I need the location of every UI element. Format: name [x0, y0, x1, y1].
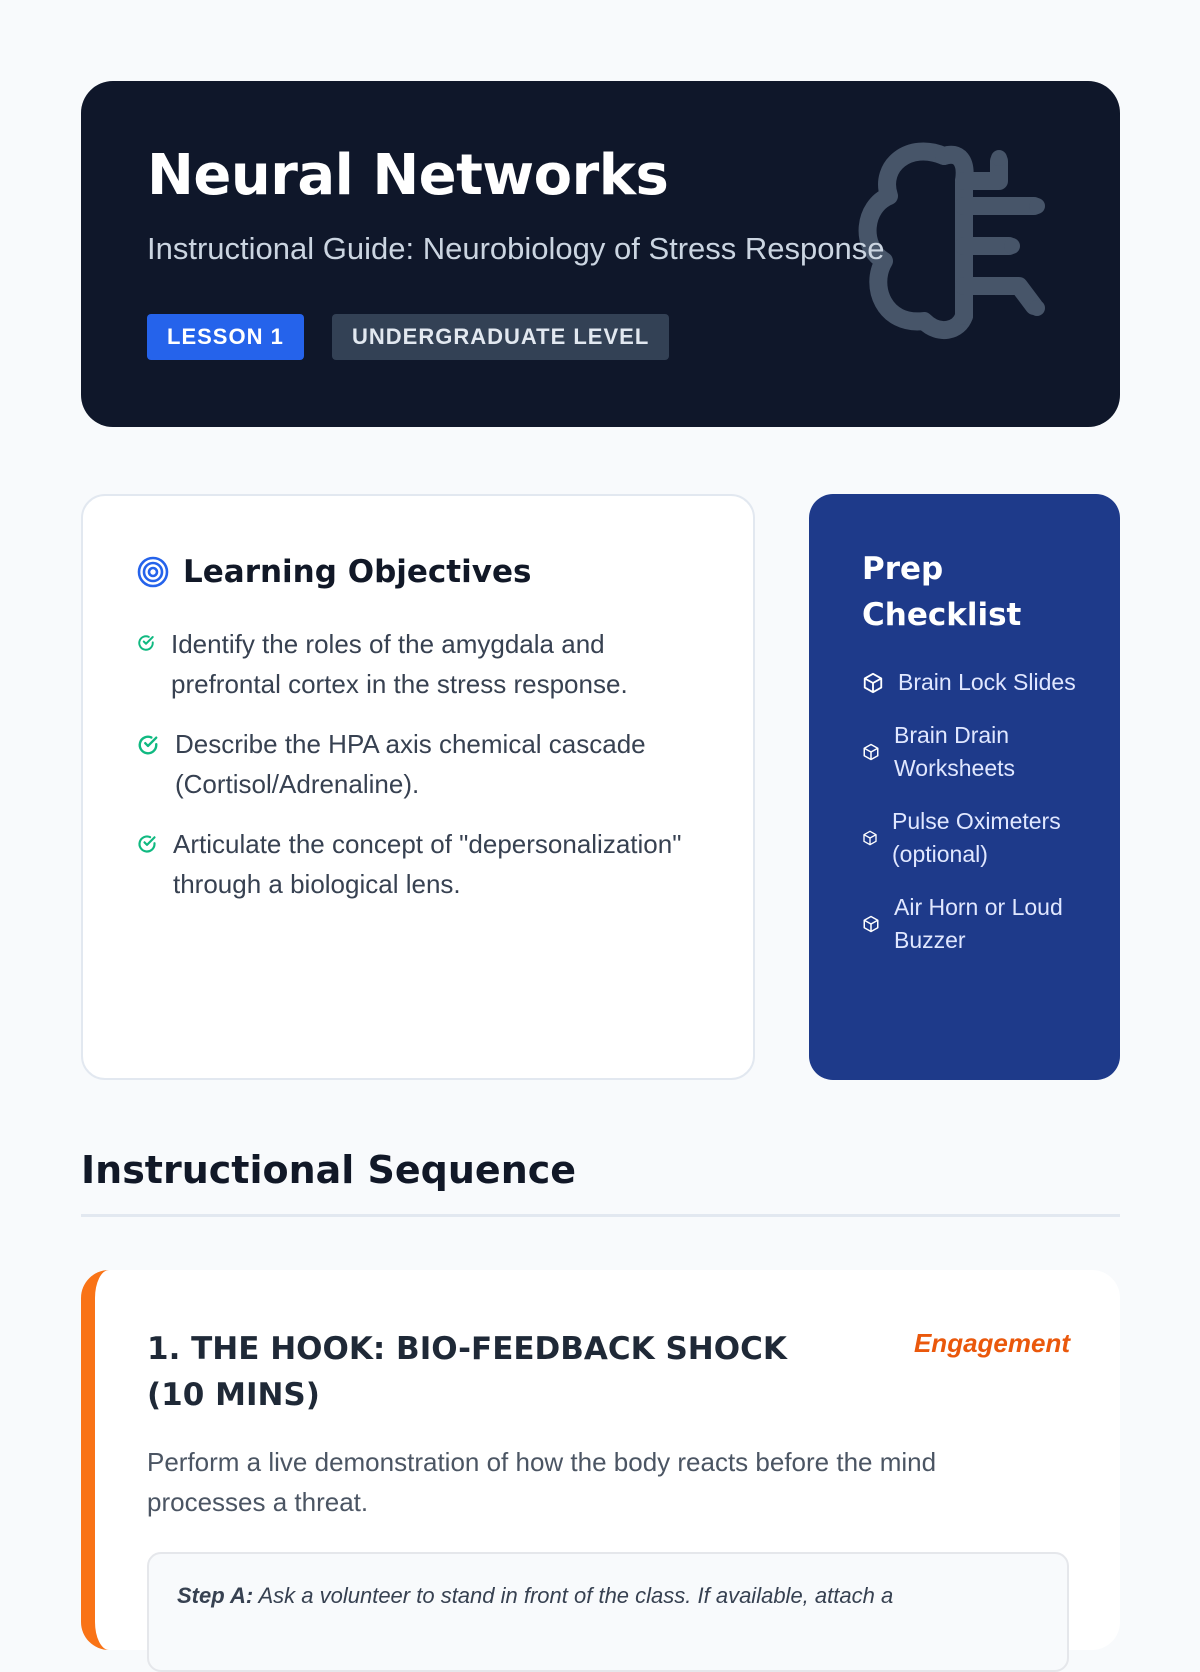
objective-text: Describe the HPA axis chemical cascade (Cortisol/Adrenaline). — [175, 729, 646, 799]
objectives-heading — [137, 554, 531, 590]
check-circle-icon — [137, 634, 155, 652]
list-item — [137, 624, 707, 704]
list-item — [137, 724, 707, 804]
list-item — [862, 805, 1102, 871]
objective-text: Articulate the concept of "depersonalization" through a biological lens. — [173, 829, 682, 899]
level-badge: UNDERGRADUATE LEVEL — [332, 314, 669, 360]
step-card — [81, 1270, 1120, 1650]
page-title: Neural Networks — [147, 143, 669, 208]
check-circle-icon — [137, 834, 157, 854]
prep-item-text: Brain Lock Slides — [898, 669, 1076, 695]
step-description: Perform a live demonstration of how the body reacts before the mind processes a threat. — [147, 1447, 937, 1517]
section-title: Instructional Sequence — [81, 1148, 577, 1192]
prep-item-text: Pulse Oximeters (optional) — [892, 808, 1061, 867]
list-item — [862, 666, 1102, 699]
list-item — [137, 824, 707, 904]
prep-title: Prep Checklist — [862, 551, 1022, 633]
learning-objectives-card — [81, 494, 755, 1080]
prep-item-text: Brain Drain Worksheets — [894, 722, 1016, 781]
cube-icon — [862, 672, 884, 694]
target-icon — [137, 556, 169, 588]
cube-icon — [862, 830, 878, 846]
page-subtitle: Instructional Guide: Neurobiology of Stress Response — [147, 231, 885, 266]
prep-list — [862, 666, 1102, 977]
objective-text: Identify the roles of the amygdala and prefrontal cortex in the stress response. — [171, 629, 628, 699]
section-divider — [81, 1214, 1120, 1217]
prep-checklist-card — [809, 494, 1120, 1080]
hero-banner — [81, 81, 1120, 427]
objectives-list — [137, 624, 707, 924]
step-box-label: Step A: — [177, 1583, 254, 1608]
step-title: 1. THE HOOK: BIO-FEEDBACK SHOCK (10 MINS) — [147, 1331, 787, 1413]
cube-icon — [862, 915, 880, 933]
step-instruction-box — [147, 1552, 1069, 1672]
step-tag: Engagement — [913, 1328, 1070, 1358]
list-item — [862, 719, 1102, 785]
lesson-badge: LESSON 1 — [147, 314, 304, 360]
step-box-text: Ask a volunteer to stand in front of the class. If available, attach a — [258, 1583, 894, 1608]
cube-icon — [862, 743, 880, 761]
check-circle-icon — [137, 734, 159, 756]
list-item — [862, 891, 1102, 957]
objectives-title: Learning Objectives — [183, 554, 532, 590]
prep-item-text: Air Horn or Loud Buzzer — [894, 894, 1063, 953]
